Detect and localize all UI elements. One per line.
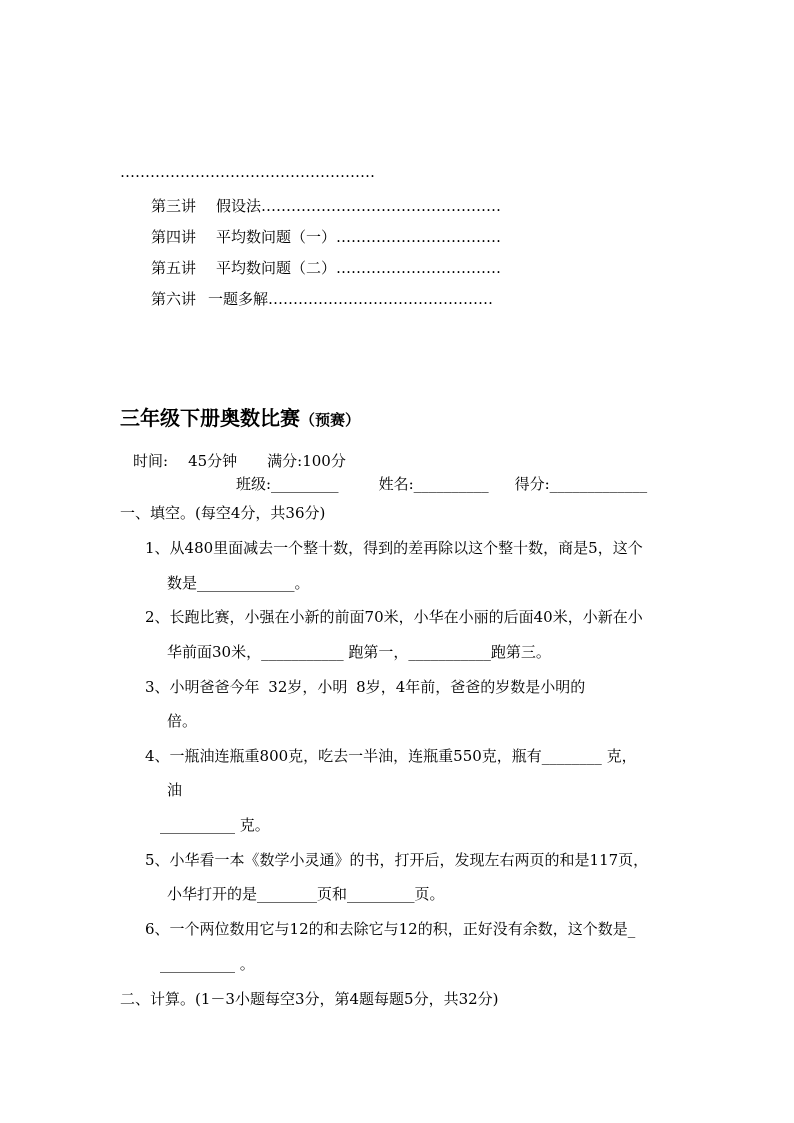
points-field[interactable]: 得分:_____________: [514, 475, 648, 493]
q5-line1: 5、小华看一本《数学小灵通》的书，打开后，发现左右两页的和是117页，: [145, 851, 649, 869]
q2-line2: 华前面30米，___________ 跑第一，___________跑第三。: [167, 643, 551, 661]
q4-line1: 4、一瓶油连瓶重800克，吃去一半油，连瓶重550克，瓶有________ 克，: [145, 747, 637, 765]
q1-line1: 1、从480里面减去一个整十数，得到的差再除以这个整十数，商是5，这个: [145, 539, 643, 557]
toc-item-leader: ……………………………: [336, 259, 502, 277]
exam-title-subtitle: （预赛）: [300, 411, 361, 429]
toc-item-leader: ……………………………: [336, 228, 502, 246]
exam-meta-time: [133, 451, 346, 471]
toc-item-leader: ………………………………………: [268, 290, 494, 308]
name-field[interactable]: 姓名:__________: [378, 475, 489, 493]
toc-dots-line: ……………………………………………: [120, 163, 375, 181]
toc-item-number: 第五讲: [151, 259, 197, 277]
toc-item-5: [151, 258, 501, 278]
q4-line3: __________ 克。: [160, 816, 270, 834]
toc-item-6: [151, 289, 493, 309]
toc-item-number: 第四讲: [151, 228, 197, 246]
toc-item-title: 平均数问题（二）: [216, 259, 337, 277]
toc-item-leader: …………………………………………: [261, 197, 502, 215]
exam-meta-fields: [236, 474, 647, 494]
q3-line2: 倍。: [167, 712, 198, 730]
q5-line2: 小华打开的是________页和_________页。: [167, 885, 445, 903]
toc-item-number: 第三讲: [151, 197, 197, 215]
time-label: 时间:: [133, 452, 169, 470]
class-field[interactable]: 班级:_________: [236, 475, 339, 493]
q6-line2: __________ 。: [160, 955, 255, 973]
toc-item-number: 第六讲: [151, 290, 197, 308]
q4-line2: 油: [167, 781, 183, 799]
time-value: 45分钟: [188, 452, 238, 470]
toc-item-title: 平均数问题（一）: [216, 228, 337, 246]
q3-line1: 3、小明爸爸今年 32岁，小明 8岁，4年前，爸爸的岁数是小明的: [145, 678, 586, 696]
exam-title: [120, 405, 360, 433]
section2-heading: 二、计算。(1－3小题每空3分，第4题每题5分，共32分): [120, 990, 499, 1008]
q2-line1: 2、长跑比赛，小强在小新的前面70米，小华在小丽的后面40米，小新在小: [145, 608, 643, 626]
toc-item-title: 假设法: [216, 197, 262, 215]
toc-item-4: [151, 227, 501, 247]
q1-line2: 数是_____________。: [167, 574, 310, 592]
q6-line1: 6、一个两位数用它与12的和去除它与12的积，正好没有余数，这个数是_: [145, 920, 636, 938]
toc-item-3: [151, 196, 501, 216]
exam-title-main: 三年级下册奥数比赛: [120, 406, 300, 430]
toc-item-title: 一题多解: [208, 290, 269, 308]
section1-heading: 一、填空。(每空4分，共36分): [120, 504, 326, 522]
score-label: 满分:100分: [267, 452, 346, 470]
